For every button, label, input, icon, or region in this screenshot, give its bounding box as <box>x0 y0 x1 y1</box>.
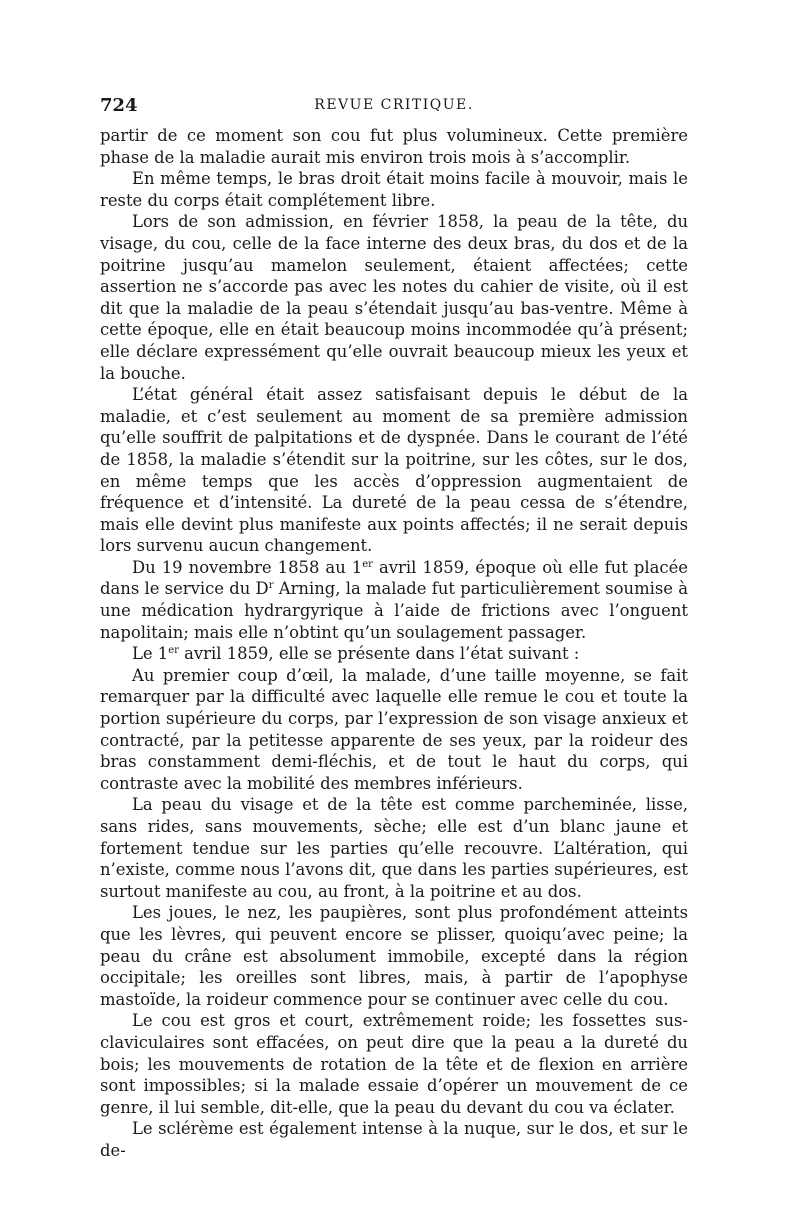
running-title: REVUE CRITIQUE. <box>314 97 474 113</box>
paragraph: Le sclérème est également intense à la nuque, sur le dos, et sur le de- <box>100 1119 688 1160</box>
page-header <box>100 95 688 119</box>
page-number: 724 <box>100 95 138 116</box>
paragraph: Le cou est gros et court, extrêmement roide; les fossettes sus-claviculaires sont effacées, on peut dire que la peau a la dureté du bois; les mouvements de rotation de la tête et de flexion en arrière sont impossibles; si la malade essaie d’opérer un mouvement de ce genre, il lui semble, dit-elle, que la peau du devant du cou va éclater. <box>100 1011 688 1117</box>
paragraph: En même temps, le bras droit était moins facile à mouvoir, mais le reste du corps était complétement libre. <box>100 169 688 210</box>
paragraph: Au premier coup d’œil, la malade, d’une taille moyenne, se fait remarquer par la difficulté avec laquelle elle remue le cou et toute la portion supérieure du corps, par l’expression de son visage anxieux et contracté, par la petitesse apparente de ses yeux, par la roideur des bras constamment demi-fléchis, et de tout le haut du corps, qui contraste avec la mobilité des membres inférieurs. <box>100 665 688 793</box>
paragraph: Du 19 novembre 1858 au 1er avril 1859, époque où elle fut placée dans le service du $D^r$ Arning, la malade fut particulièrement soumise à une médication hydrargyrique à l’aide de frictions avec l’onguent napolitain; mais elle n’obtint qu’un soulagement passager. <box>100 557 688 642</box>
page <box>100 95 688 1162</box>
body-text <box>100 125 688 1162</box>
paragraph: La peau du visage et de la tête est comme parcheminée, lisse, sans rides, sans mouvements, sèche; elle est d’un blanc jaune et fortement tendue sur les parties qu’elle recouvre. L’altération, qui n’existe, comme nous l’avons dit, que dans les parties supérieures, est surtout manifeste au cou, au front, à la poitrine et au dos. <box>100 795 688 901</box>
paragraph: L’état général était assez satisfaisant depuis le début de la maladie, et c’est seulement au moment de sa première admission qu’elle souffrit de palpitations et de dyspnée. Dans le courant de l’été de 1858, la maladie s’étendit sur la poitrine, sur les côtes, sur le dos, en même temps que les accès d’oppression augmentaient de fréquence et d’intensité. La dureté de la peau cessa de s’étendre, mais elle devint plus manifeste aux points affectés; il ne serait depuis lors survenu aucun changement. <box>100 385 688 556</box>
paragraph: partir de ce moment son cou fut plus volumineux. Cette première phase de la maladie aurait mis environ trois mois à s’accomplir. <box>100 126 688 167</box>
paragraph: Le 1er avril 1859, elle se présente dans l’état suivant : <box>132 644 580 664</box>
paragraph: Les joues, le nez, les paupières, sont plus profondément atteints que les lèvres, qui peuvent encore se plisser, quoiqu’avec peine; la peau du crâne est absolument immobile, excepté dans la région occipitale; les oreilles sont libres, mais, à partir de l’apophyse mastoïde, la roideur commence pour se continuer avec celle du cou. <box>100 903 688 1009</box>
paragraph: Lors de son admission, en février 1858, la peau de la tête, du visage, du cou, celle de la face interne des deux bras, du dos et de la poitrine jusqu’au mamelon seulement, étaient affectées; cette assertion ne s’accorde pas avec les notes du cahier de visite, où il est dit que la maladie de la peau s’étendait jusqu’au bas-ventre. Même à cette époque, elle en était beaucoup moins incommodée qu’à présent; elle déclare expressément qu’elle ouvrait beaucoup mieux les yeux et la bouche. <box>100 212 688 383</box>
